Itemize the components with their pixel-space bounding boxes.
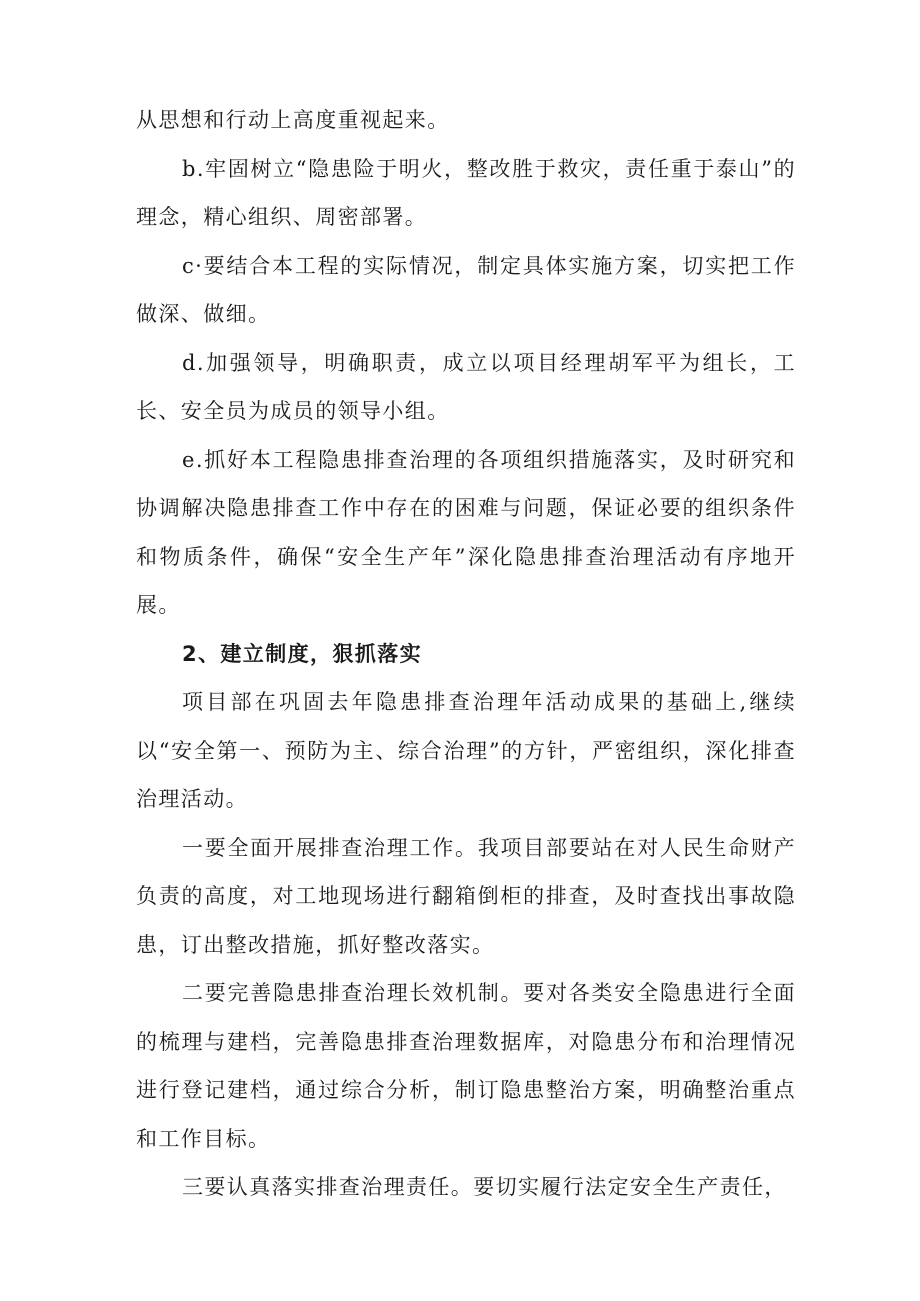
paragraph-item-e: e.抓好本工程隐患排查治理的各项组织措施落实，及时研究和协调解决隐患排查工作中存在的困难与问题，保证必要的组织条件和物质条件，确保“安全生产年”深化隐患排查治理活动有序地开展。 — [136, 447, 796, 617]
paragraph-item-d: d.加强领导，明确职责，成立以项目经理胡军平为组长，工长、安全员为成员的领导小组。 — [136, 350, 796, 423]
document-body — [136, 96, 796, 1212]
section-heading: 2、建立制度，狠抓落实 — [182, 641, 423, 666]
paragraph-point-two: 二要完善隐患排查治理长效机制。要对各类安全隐患进行全面的梳理与建档，完善隐患排查治理数据库，对隐患分布和治理情况进行登记建档，通过综合分析，制订隐患整治方案，明确整治重点和工作目标。 — [136, 981, 796, 1151]
paragraph-point-three: 三要认真落实排查治理责任。要切实履行法定安全生产责任， — [182, 1175, 787, 1199]
paragraph-item-c: c·要结合本工程的实际情况，制定具体实施方案，切实把工作做深、做细。 — [136, 253, 796, 326]
paragraph-intro: 项目部在巩固去年隐患排查治理年活动成果的基础上,继续以“安全第一、预防为主、综合治理”的方针，严密组织，深化排查治理活动。 — [136, 690, 796, 811]
paragraph-item-b: b.牢固树立“隐患险于明火，整改胜于救灾，责任重于泰山”的理念，精心组织、周密部署。 — [136, 156, 796, 229]
paragraph-point-one: 一要全面开展排查治理工作。我项目部要站在对人民生命财产负责的高度，对工地现场进行翻箱倒柜的排查，及时查找出事故隐患，订出整改措施，抓好整改落实。 — [136, 835, 796, 957]
paragraph-continuation: 从思想和行动上高度重视起来。 — [136, 108, 450, 132]
